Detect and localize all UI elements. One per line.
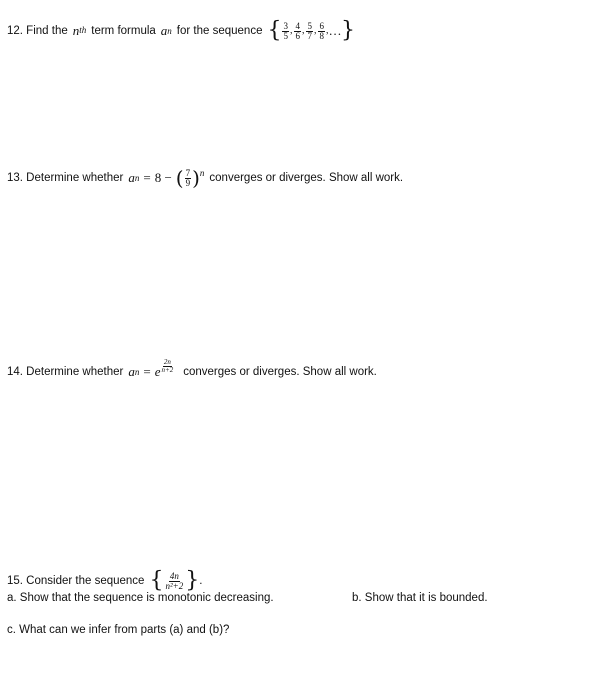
question-15-part-a	[7, 592, 274, 604]
sequence-fraction	[318, 22, 325, 41]
fraction-denominator: 7	[307, 30, 312, 41]
q12-suffix: for the sequence	[176, 25, 263, 37]
q13-equals: =	[143, 170, 151, 185]
q13-close-paren: )	[192, 166, 200, 190]
sequence-fraction	[294, 22, 301, 41]
q12-close-brace: }	[341, 18, 356, 43]
q14-equals: =	[143, 364, 151, 379]
q15-part-b-text: b. Show that it is bounded.	[352, 592, 488, 604]
fraction-denominator: 5	[283, 30, 288, 41]
fraction-denominator: n²+2	[165, 580, 184, 591]
question-15-part-b	[352, 592, 488, 604]
q14-a-subscript: n	[134, 367, 140, 377]
q14-base-e: e	[154, 364, 161, 379]
sequence-fraction	[282, 22, 289, 41]
fraction-numerator: 7	[185, 167, 191, 178]
fraction-denominator: 8	[319, 30, 324, 41]
question-14	[7, 357, 377, 380]
q14-suffix: converges or diverges. Show all work.	[183, 366, 377, 378]
fraction-denominator: 6	[295, 30, 300, 41]
fraction-numerator: 5	[307, 20, 312, 31]
q13-a-var: a	[128, 170, 135, 185]
q14-a-var: a	[128, 364, 135, 379]
q15-period: .	[199, 575, 203, 587]
question-13	[7, 168, 403, 188]
q15-fraction	[164, 572, 184, 591]
q15-part-a-text: a. Show that the sequence is monotonic decreasing.	[7, 592, 274, 604]
q12-middle-text: term formula	[91, 25, 156, 37]
q15-open-brace: {	[149, 568, 164, 593]
q13-fraction	[185, 169, 192, 188]
fraction-numerator: 4	[295, 20, 300, 31]
q12-ellipsis: …	[329, 23, 342, 38]
fraction-denominator: 9	[185, 177, 191, 188]
q12-prefix: 12. Find the	[7, 25, 68, 37]
q14-exponent-fraction	[161, 359, 173, 374]
q12-a-subscript: n	[167, 26, 172, 36]
q15-prefix: 15. Consider the sequence	[7, 575, 145, 587]
q15-part-c-text: c. What can we infer from parts (a) and (b)?	[7, 624, 230, 636]
q13-open-paren: (	[175, 166, 184, 190]
q13-a-subscript: n	[134, 173, 140, 183]
q12-a-var: a	[160, 23, 168, 38]
q12-th-superscript: th	[79, 25, 87, 35]
sequence-fraction	[306, 22, 313, 41]
fraction-numerator: 6	[319, 20, 324, 31]
q12-n-var: n	[72, 23, 80, 38]
q13-suffix: converges or diverges. Show all work.	[209, 172, 404, 184]
question-15-part-c	[7, 624, 229, 636]
exponent-denominator: n+2	[161, 365, 174, 374]
q13-exponent: n	[199, 168, 205, 178]
q14-prefix: 14. Determine whether	[7, 366, 124, 378]
fraction-numerator: 4n	[169, 570, 179, 581]
exponent-numerator: 2n	[163, 357, 171, 366]
q12-open-brace: {	[267, 18, 282, 43]
q15-close-brace: }	[185, 568, 200, 593]
question-12: 12. Find the n th term formula a n for the sequence { $\frac{3}{5}$ , $\frac{4}{6}$ , $\frac{5}{7}$ , $\frac{6}{8}$ , … }	[7, 18, 356, 43]
fraction-numerator: 3	[283, 20, 288, 31]
q13-eight-minus: 8 −	[154, 170, 172, 185]
q13-prefix: 13. Determine whether	[7, 172, 124, 184]
question-15	[7, 570, 202, 592]
